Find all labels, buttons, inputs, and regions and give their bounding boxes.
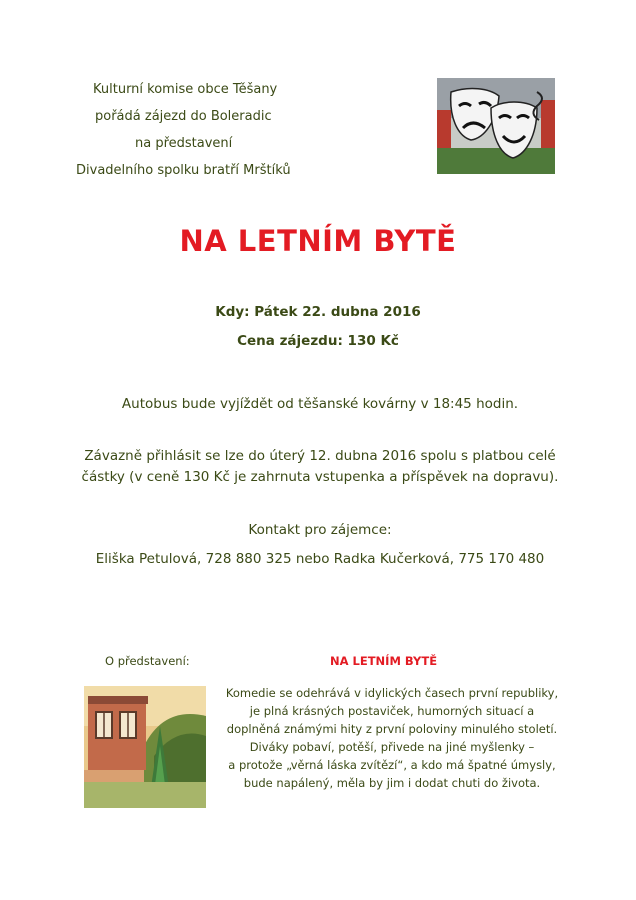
description-line: bude napálený, měla by jim i dodat chuti do života. [243, 776, 541, 790]
painting-house-tree [84, 686, 206, 808]
header-line-trip: pořádá zájezd do Boleradic [95, 109, 272, 124]
header-line-organizer: Kulturní komise obce Těšany [93, 82, 278, 97]
about-title: NA LETNÍM BYTĚ [330, 654, 438, 668]
description-line: Diváky pobaví, potěší, přivede na jiné myšlenky – [249, 740, 535, 754]
about-label: O představení: [105, 654, 190, 668]
event-date: Kdy: Pátek 22. dubna 2016 [215, 304, 421, 320]
contact-names: Eliška Petulová, 728 880 325 nebo Radka Kučerková, 775 170 480 [95, 551, 545, 567]
page-title: NA LETNÍM BYTĚ [179, 224, 457, 258]
registration-text [60, 446, 580, 488]
about-description [212, 684, 572, 792]
description-line: doplněná známými hity z první poloviny minulého století. [226, 722, 558, 736]
description-line: a protože „věrná láska zvítězí“, a kdo má špatné úmysly, [228, 758, 556, 772]
event-price: Cena zájezdu: 130 Kč [237, 333, 399, 349]
header-line-company: Divadelního spolku bratří Mrštíků [76, 163, 291, 178]
header-line-performance: na představení [135, 136, 233, 151]
organizer-header [60, 76, 330, 184]
description-line: Komedie se odehrává v idylických časech první republiky, [225, 686, 559, 700]
registration-line: částky (v ceně 130 Kč je zahrnuta vstupenka a příspěvek na dopravu). [81, 469, 559, 485]
bus-departure-text: Autobus bude vyjíždět od těšanské kovárny v 18:45 hodin. [121, 396, 519, 412]
registration-line: Závazně přihlásit se lze do úterý 12. dubna 2016 spolu s platbou celé [84, 448, 556, 464]
description-line: je plná krásných postaviček, humorných situací a [249, 704, 535, 718]
theatre-masks-icon [437, 78, 555, 174]
contact-label: Kontakt pro zájemce: [248, 522, 392, 538]
